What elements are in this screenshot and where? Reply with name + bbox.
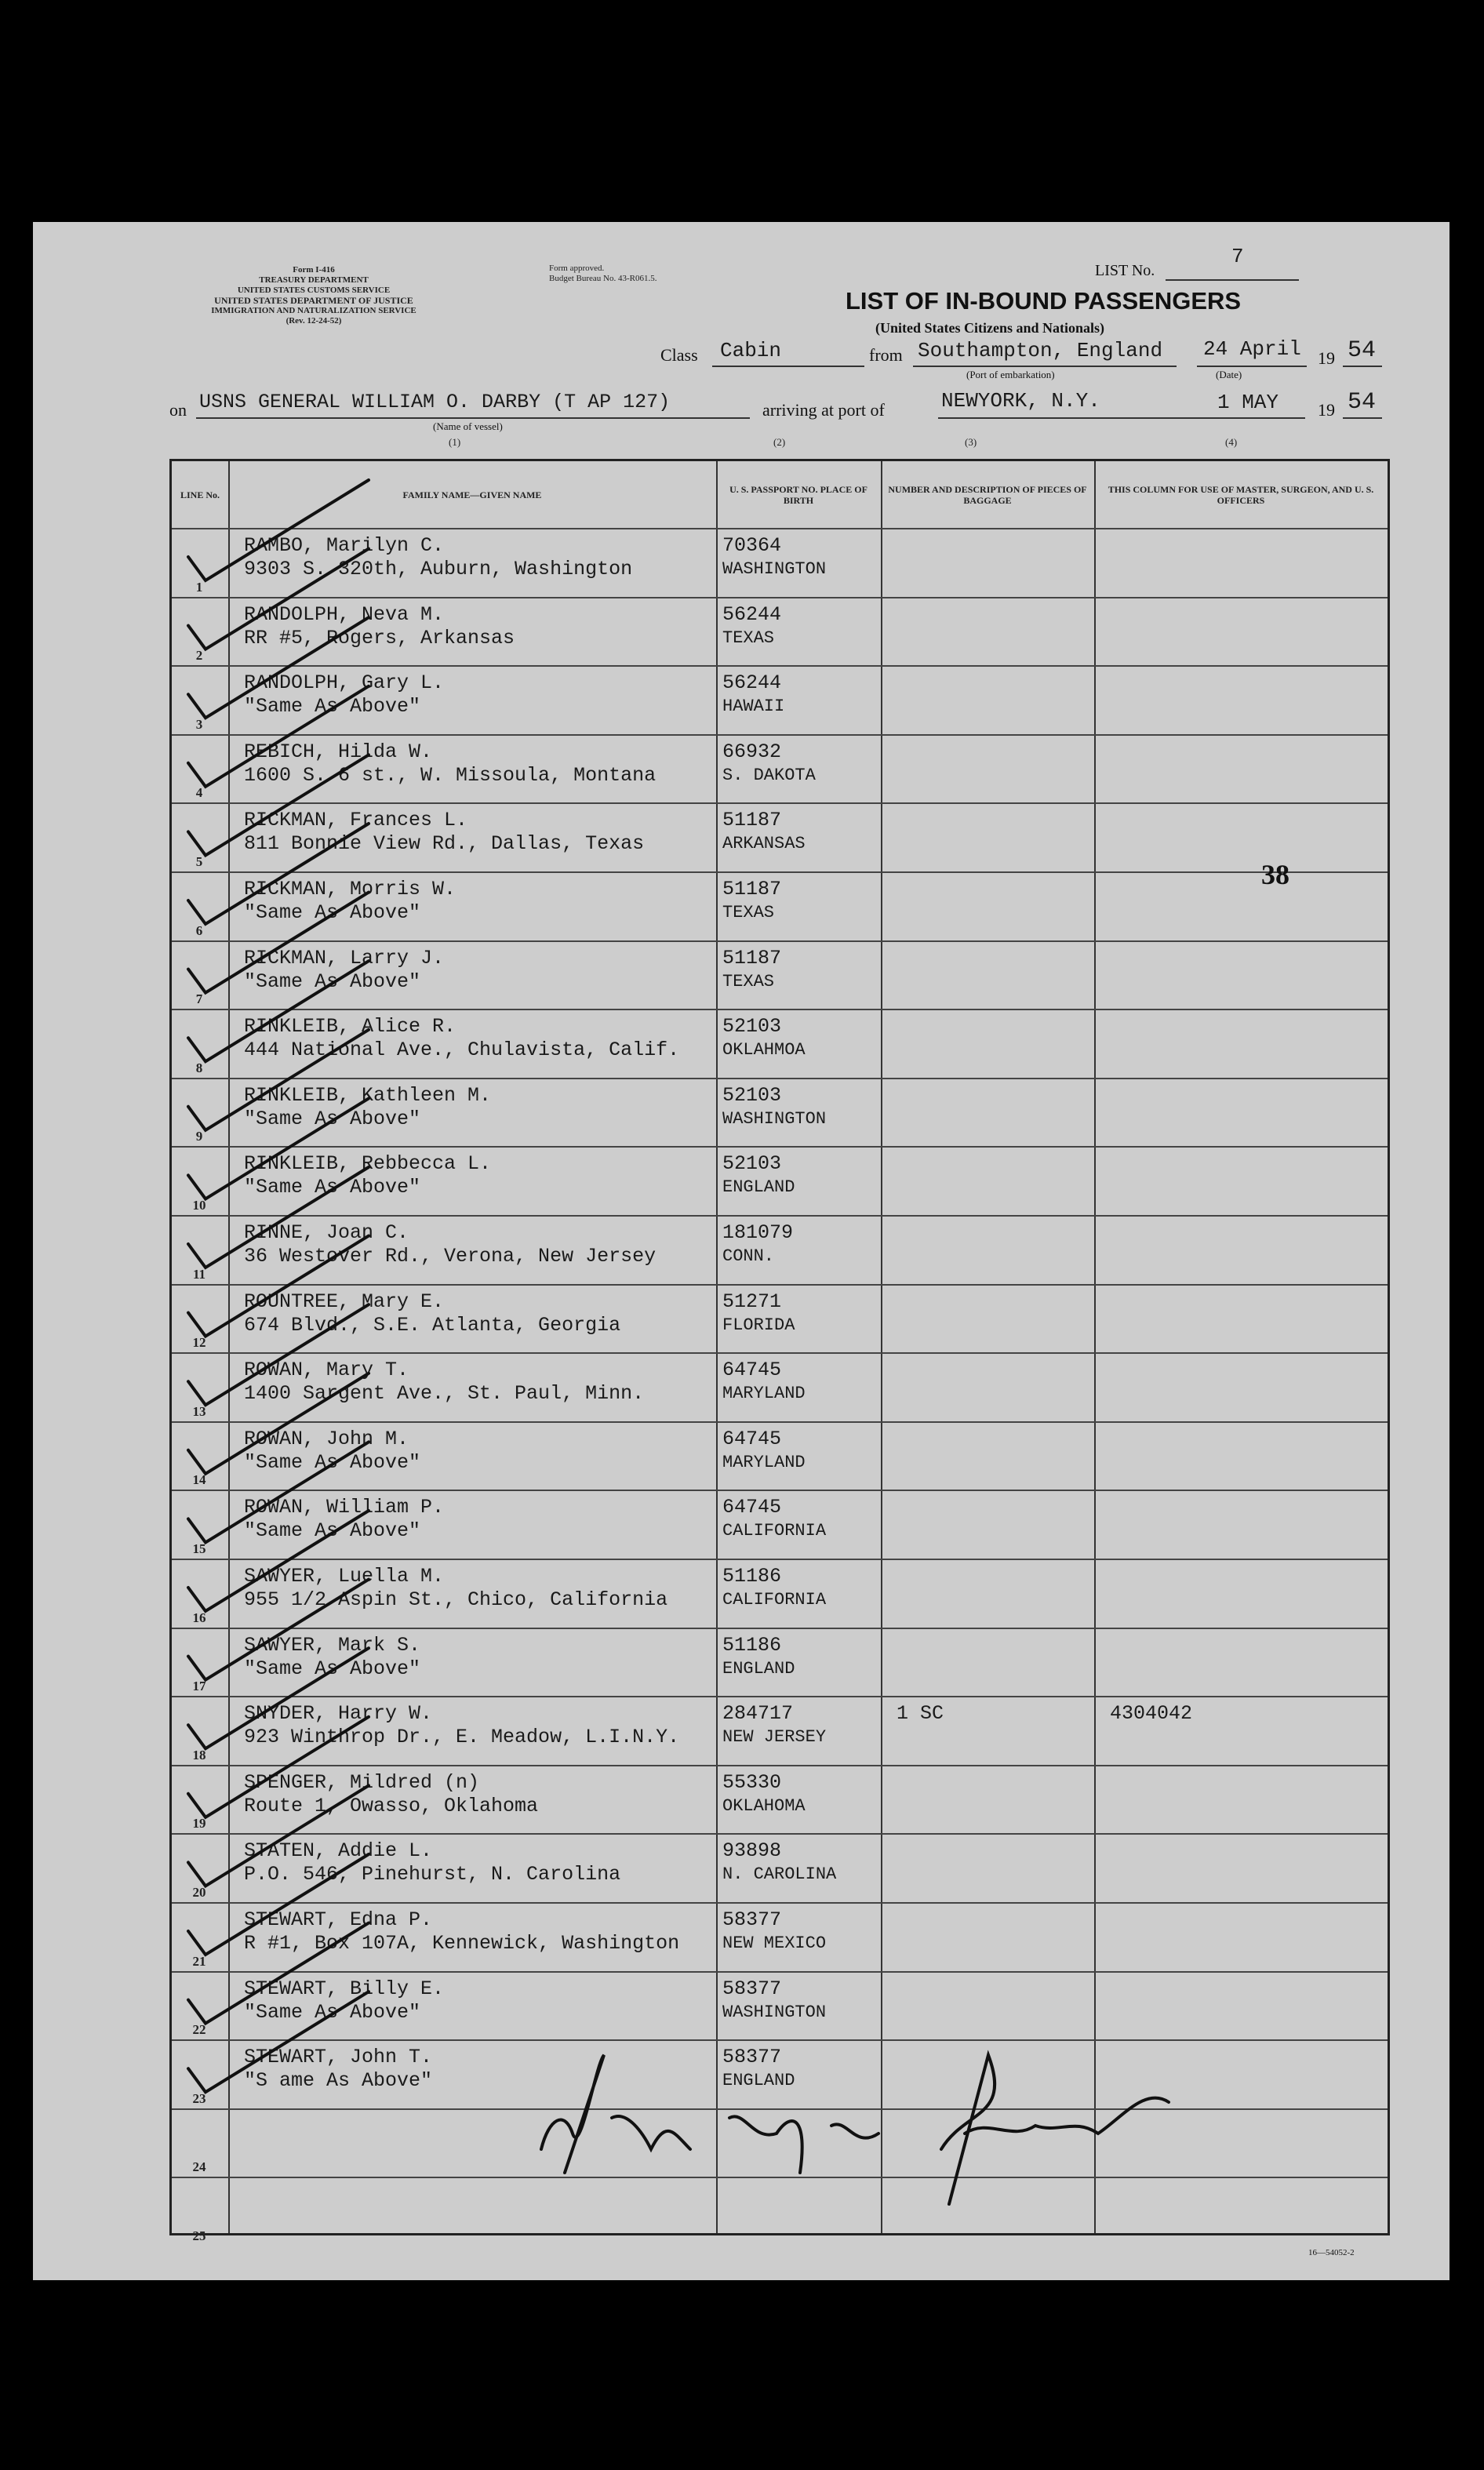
list-no-label: LIST No. bbox=[1095, 262, 1155, 279]
table-row bbox=[172, 1146, 1388, 1217]
class-underline bbox=[712, 366, 864, 367]
passenger-name-cell bbox=[244, 740, 656, 788]
passenger-address: 811 Bonnie View Rd., Dallas, Texas bbox=[244, 832, 645, 856]
passenger-table bbox=[169, 459, 1390, 2243]
dept-treasury: TREASURY DEPARTMENT bbox=[259, 275, 369, 285]
table-row bbox=[172, 802, 1388, 873]
place-of-birth: HAWAII bbox=[722, 697, 785, 717]
vessel-name: USNS GENERAL WILLIAM O. DARBY (T AP 127) bbox=[199, 391, 671, 413]
passenger-name: ROWAN, John M. bbox=[244, 1427, 409, 1450]
passenger-name-cell bbox=[244, 603, 515, 650]
passport-number: 51186 bbox=[722, 1633, 782, 1657]
passport-cell bbox=[722, 671, 784, 718]
line-number: 12 bbox=[192, 1335, 206, 1351]
line-number: 23 bbox=[192, 2090, 206, 2106]
passenger-address: "Same As Above" bbox=[244, 1657, 421, 1680]
table-row bbox=[172, 1833, 1388, 1904]
header-passport: U. S. PASSPORT NO. PLACE OF BIRTH bbox=[729, 483, 867, 506]
passenger-address: R #1, Box 107A, Kennewick, Washington bbox=[244, 1932, 680, 1955]
table-row bbox=[172, 1078, 1388, 1148]
passenger-name: RINNE, Joan C. bbox=[244, 1221, 409, 1244]
line-number: 13 bbox=[192, 1403, 206, 1419]
from-value: Southampton, England bbox=[918, 339, 1163, 362]
passenger-address: "Same As Above" bbox=[244, 2000, 421, 2024]
passport-number: 52103 bbox=[722, 1152, 782, 1176]
passenger-name: RANDOLPH, Neva M. bbox=[244, 602, 445, 626]
passport-number: 52103 bbox=[722, 1015, 782, 1039]
passenger-address: "Same As Above" bbox=[244, 1519, 421, 1543]
line-number: 5 bbox=[195, 853, 203, 869]
port-embark-label: (Port of embarkation) bbox=[966, 369, 1055, 380]
line-number: 18 bbox=[192, 1747, 206, 1762]
baggage-value: 1 SC bbox=[897, 1702, 944, 1726]
col-number-2: (2) bbox=[773, 436, 786, 448]
vessel-underline bbox=[196, 417, 750, 419]
passenger-name-cell bbox=[244, 809, 644, 856]
passport-cell bbox=[722, 947, 781, 994]
passport-number: 64745 bbox=[722, 1359, 782, 1382]
passenger-name-cell bbox=[244, 1084, 491, 1131]
passenger-name-cell bbox=[244, 2046, 432, 2093]
header-baggage: NUMBER AND DESCRIPTION OF PIECES OF BAGGAGE bbox=[888, 483, 1087, 506]
passport-number: 55330 bbox=[722, 1770, 782, 1794]
passenger-name-cell bbox=[244, 1634, 420, 1681]
date-label: (Date) bbox=[1216, 369, 1242, 380]
line-number: 4 bbox=[195, 785, 203, 801]
passenger-address: "Same As Above" bbox=[244, 1450, 421, 1474]
passenger-address: 444 National Ave., Chulavista, Calif. bbox=[244, 1039, 680, 1062]
passenger-name: RICKMAN, Frances L. bbox=[244, 809, 468, 832]
passenger-name-cell bbox=[244, 1496, 444, 1543]
form-id: Form I-416 bbox=[293, 265, 335, 275]
passenger-name: SPENGER, Mildred (n) bbox=[244, 1770, 480, 1794]
passenger-name: RANDOLPH, Gary L. bbox=[244, 671, 445, 695]
passport-cell bbox=[722, 878, 781, 925]
passport-number: 284717 bbox=[722, 1702, 794, 1726]
col-number-4: (4) bbox=[1225, 436, 1238, 448]
list-no-underline bbox=[1166, 279, 1299, 281]
line-number: 8 bbox=[195, 1060, 203, 1075]
passport-cell bbox=[722, 1290, 795, 1337]
table-row bbox=[172, 1628, 1388, 1698]
class-value: Cabin bbox=[720, 339, 782, 362]
passenger-name-cell bbox=[244, 1839, 620, 1886]
line-number: 20 bbox=[192, 1884, 206, 1900]
arrival-year: 54 bbox=[1348, 389, 1377, 416]
passport-cell bbox=[722, 1702, 826, 1749]
passport-number: 51187 bbox=[722, 946, 782, 969]
passport-number: 64745 bbox=[722, 1427, 782, 1450]
line-number: 24 bbox=[192, 2159, 206, 2175]
passenger-name: ROUNTREE, Mary E. bbox=[244, 1290, 445, 1313]
table-row bbox=[172, 1352, 1388, 1423]
passport-cell bbox=[722, 1977, 826, 2024]
passport-cell bbox=[722, 740, 816, 788]
passport-number: 56244 bbox=[722, 671, 782, 695]
passport-cell bbox=[722, 1839, 836, 1886]
passport-cell bbox=[722, 1908, 826, 1955]
passenger-name: SAWYER, Luella M. bbox=[244, 1565, 445, 1588]
place-of-birth: ENGLAND bbox=[722, 1658, 795, 1679]
line-number: 15 bbox=[192, 1541, 206, 1556]
passenger-name-cell bbox=[244, 1771, 538, 1818]
table-row bbox=[172, 2177, 1388, 2247]
passport-cell bbox=[722, 1015, 806, 1062]
passenger-name: STEWART, John T. bbox=[244, 2046, 433, 2069]
header-name: FAMILY NAME—GIVEN NAME bbox=[402, 489, 542, 500]
line-number: 2 bbox=[195, 648, 203, 664]
table-row bbox=[172, 940, 1388, 1011]
place-of-birth: OKLAHOMA bbox=[722, 1795, 806, 1816]
passport-cell bbox=[722, 1565, 826, 1612]
passenger-address: P.O. 546, Pinehurst, N. Carolina bbox=[244, 1863, 621, 1886]
dept-justice: UNITED STATES DEPARTMENT OF JUSTICE bbox=[214, 295, 413, 306]
passenger-name: ROWAN, William P. bbox=[244, 1496, 445, 1519]
passenger-name-cell bbox=[244, 1152, 491, 1199]
line-number: 21 bbox=[192, 1953, 206, 1969]
form-revision: (Rev. 12-24-52) bbox=[286, 316, 342, 326]
line-number: 22 bbox=[192, 2022, 206, 2038]
table-row bbox=[172, 871, 1388, 942]
place-of-birth: WASHINGTON bbox=[722, 2002, 827, 2022]
place-of-birth: N. CAROLINA bbox=[722, 1864, 837, 1885]
place-of-birth: NEW MEXICO bbox=[722, 1933, 827, 1953]
line-number: 19 bbox=[192, 1816, 206, 1832]
line-number: 3 bbox=[195, 716, 203, 732]
baggage-cell bbox=[897, 1702, 944, 1726]
passport-number: 51271 bbox=[722, 1290, 782, 1313]
passenger-name: RINKLEIB, Kathleen M. bbox=[244, 1083, 492, 1107]
passport-cell bbox=[722, 2046, 795, 2093]
place-of-birth: MARYLAND bbox=[722, 1452, 806, 1472]
passport-number: 70364 bbox=[722, 534, 782, 557]
table-row bbox=[172, 2108, 1388, 2179]
passenger-name-cell bbox=[244, 878, 456, 925]
place-of-birth: MARYLAND bbox=[722, 1384, 806, 1404]
passenger-name: ROWAN, Mary T. bbox=[244, 1359, 409, 1382]
place-of-birth: CALIFORNIA bbox=[722, 1590, 827, 1610]
passenger-name-cell bbox=[244, 534, 632, 581]
header-officers: THIS COLUMN FOR USE OF MASTER, SURGEON, AND U. S. OFFICERS bbox=[1108, 483, 1374, 506]
passport-number: 181079 bbox=[722, 1221, 794, 1244]
table-row bbox=[172, 1559, 1388, 1629]
passenger-address: 1400 Sargent Ave., St. Paul, Minn. bbox=[244, 1382, 645, 1406]
passenger-name: RICKMAN, Morris W. bbox=[244, 878, 456, 900]
passenger-name-cell bbox=[244, 1908, 679, 1955]
dept-customs: UNITED STATES CUSTOMS SERVICE bbox=[237, 286, 391, 295]
passport-cell bbox=[722, 1634, 795, 1681]
place-of-birth: TEXAS bbox=[722, 628, 775, 648]
passenger-name: SNYDER, Harry W. bbox=[244, 1702, 433, 1726]
table-row bbox=[172, 1696, 1388, 1766]
passenger-name-cell bbox=[244, 1359, 644, 1406]
depart-date: 24 April bbox=[1203, 337, 1301, 361]
passport-cell bbox=[722, 1084, 826, 1131]
passenger-address: "Same As Above" bbox=[244, 969, 421, 993]
place-of-birth: ARKANSAS bbox=[722, 834, 806, 854]
passenger-name-cell bbox=[244, 1702, 679, 1749]
passport-number: 66932 bbox=[722, 740, 782, 763]
approval-text: Form approved. bbox=[549, 264, 605, 273]
line-number: 16 bbox=[192, 1610, 206, 1625]
passport-number: 58377 bbox=[722, 1908, 782, 1931]
dept-ins: IMMIGRATION AND NATURALIZATION SERVICE bbox=[211, 306, 416, 315]
passport-number: 64745 bbox=[722, 1496, 782, 1519]
passenger-name-cell bbox=[244, 1977, 444, 2024]
passport-cell bbox=[722, 809, 806, 856]
passenger-address: 1600 S. 6 st., W. Missoula, Montana bbox=[244, 763, 657, 787]
table-row bbox=[172, 528, 1388, 598]
class-label: Class bbox=[660, 345, 698, 365]
passenger-address: 9303 S. 320th, Auburn, Washington bbox=[244, 558, 633, 580]
passport-cell bbox=[722, 603, 781, 650]
passenger-name: REBICH, Hilda W. bbox=[244, 740, 433, 763]
passenger-name: STEWART, Billy E. bbox=[244, 1977, 445, 2000]
passenger-address: 36 Westover Rd., Verona, New Jersey bbox=[244, 1245, 657, 1268]
table-row bbox=[172, 1009, 1388, 1079]
form-subtitle: (United States Citizens and Nationals) bbox=[875, 320, 1105, 336]
arriving-label: arriving at port of bbox=[762, 400, 885, 420]
line-number: 7 bbox=[195, 991, 203, 1007]
passenger-name: STATEN, Addie L. bbox=[244, 1839, 433, 1863]
approval-block bbox=[549, 264, 753, 284]
passport-cell bbox=[722, 534, 826, 581]
place-of-birth: NEW JERSEY bbox=[722, 1727, 827, 1748]
place-of-birth: WASHINGTON bbox=[722, 1108, 827, 1129]
passenger-address: "Same As Above" bbox=[244, 1107, 421, 1130]
passenger-name: RINKLEIB, Alice R. bbox=[244, 1015, 456, 1039]
passenger-name: RICKMAN, Larry J. bbox=[244, 946, 445, 969]
place-of-birth: WASHINGTON bbox=[722, 559, 827, 579]
place-of-birth: CALIFORNIA bbox=[722, 1521, 827, 1541]
depart-year: 54 bbox=[1348, 337, 1377, 364]
page-stamp: 38 bbox=[1261, 859, 1289, 890]
depart-date-underline bbox=[1197, 366, 1307, 367]
form-agency-block bbox=[157, 265, 471, 326]
line-number: 10 bbox=[192, 1197, 206, 1213]
place-of-birth: TEXAS bbox=[722, 903, 775, 922]
passenger-name: STEWART, Edna P. bbox=[244, 1908, 433, 1931]
passenger-address: "Same As Above" bbox=[244, 695, 421, 718]
passenger-name: SAWYER, Mark S. bbox=[244, 1633, 421, 1657]
passenger-name-cell bbox=[244, 1221, 656, 1268]
arrival-port: NEWYORK, N.Y. bbox=[941, 389, 1100, 413]
table-row bbox=[172, 2039, 1388, 2110]
passport-number: 52103 bbox=[722, 1083, 782, 1107]
place-of-birth: OKLAHMOA bbox=[722, 1040, 806, 1060]
officer-value: 4304042 bbox=[1110, 1702, 1193, 1726]
passenger-name-cell bbox=[244, 671, 444, 718]
passenger-name: RINKLEIB, Rebbecca L. bbox=[244, 1152, 492, 1176]
arrival-port-underline bbox=[938, 417, 1305, 419]
depart-year-prefix: 19 bbox=[1318, 348, 1335, 368]
place-of-birth: ENGLAND bbox=[722, 2071, 795, 2091]
passenger-address: 955 1/2 Aspin St., Chico, California bbox=[244, 1588, 668, 1611]
table-row bbox=[172, 734, 1388, 805]
passenger-address: 674 Blvd., S.E. Atlanta, Georgia bbox=[244, 1313, 621, 1337]
table-row bbox=[172, 1284, 1388, 1355]
line-number: 9 bbox=[195, 1129, 203, 1144]
passport-cell bbox=[722, 1771, 806, 1818]
passenger-name: RAMBO, Marilyn C. bbox=[244, 534, 445, 557]
line-number: 14 bbox=[192, 1472, 206, 1488]
footer-code: 16—54052-2 bbox=[1308, 2248, 1355, 2257]
table-row bbox=[172, 1215, 1388, 1286]
budget-bureau-no: Budget Bureau No. 43-R061.5. bbox=[549, 274, 657, 283]
table-row bbox=[172, 597, 1388, 668]
vessel-label: (Name of vessel) bbox=[433, 420, 503, 432]
line-number: 17 bbox=[192, 1679, 206, 1694]
place-of-birth: CONN. bbox=[722, 1246, 775, 1266]
passport-number: 51187 bbox=[722, 809, 782, 832]
table-row bbox=[172, 1971, 1388, 2042]
passenger-address: Route 1, Owasso, Oklahoma bbox=[244, 1794, 539, 1817]
passenger-name-cell bbox=[244, 1565, 667, 1612]
passenger-address: "Same As Above" bbox=[244, 1176, 421, 1199]
table-row bbox=[172, 1490, 1388, 1560]
passport-number: 58377 bbox=[722, 2046, 782, 2069]
passport-cell bbox=[722, 1496, 826, 1543]
passport-cell bbox=[722, 1152, 795, 1199]
place-of-birth: TEXAS bbox=[722, 971, 775, 991]
arrival-date: 1 MAY bbox=[1217, 391, 1279, 414]
depart-year-underline bbox=[1343, 366, 1382, 367]
table-row bbox=[172, 665, 1388, 736]
place-of-birth: S. DAKOTA bbox=[722, 765, 816, 785]
form-title: LIST OF IN-BOUND PASSENGERS bbox=[846, 287, 1242, 315]
table-row bbox=[172, 1902, 1388, 1973]
passenger-address: "S ame As Above" bbox=[244, 2069, 433, 2093]
line-number: 1 bbox=[195, 579, 203, 595]
passport-number: 51187 bbox=[722, 878, 782, 900]
arrival-year-prefix: 19 bbox=[1318, 400, 1335, 420]
header-line-no: LINE No. bbox=[180, 489, 220, 500]
line-number: 25 bbox=[192, 2228, 206, 2243]
col-number-1: (1) bbox=[449, 436, 461, 448]
table-row bbox=[172, 1765, 1388, 1835]
passenger-name-cell bbox=[244, 1428, 420, 1475]
on-label: on bbox=[169, 400, 187, 420]
passenger-name-cell bbox=[244, 1015, 679, 1062]
place-of-birth: FLORIDA bbox=[722, 1315, 795, 1335]
passenger-address: RR #5, Rogers, Arkansas bbox=[244, 626, 515, 649]
passenger-name-cell bbox=[244, 947, 444, 994]
arrival-year-underline bbox=[1343, 417, 1382, 419]
officer-cell bbox=[1110, 1702, 1192, 1726]
line-number: 6 bbox=[195, 922, 203, 938]
passport-number: 58377 bbox=[722, 1977, 782, 2000]
col-number-3: (3) bbox=[965, 436, 977, 448]
list-no-value: 7 bbox=[1231, 245, 1244, 268]
passenger-address: "Same As Above" bbox=[244, 901, 421, 924]
passport-number: 56244 bbox=[722, 602, 782, 626]
passport-cell bbox=[722, 1221, 793, 1268]
passport-number: 51186 bbox=[722, 1565, 782, 1588]
passport-number: 93898 bbox=[722, 1839, 782, 1863]
place-of-birth: ENGLAND bbox=[722, 1177, 795, 1198]
passenger-address: 923 Winthrop Dr., E. Meadow, L.I.N.Y. bbox=[244, 1726, 680, 1749]
from-underline bbox=[913, 366, 1177, 367]
table-row bbox=[172, 1421, 1388, 1492]
from-label: from bbox=[869, 345, 903, 365]
passport-cell bbox=[722, 1428, 806, 1475]
line-number: 11 bbox=[192, 1266, 206, 1282]
passenger-name-cell bbox=[244, 1290, 620, 1337]
passport-cell bbox=[722, 1359, 806, 1406]
